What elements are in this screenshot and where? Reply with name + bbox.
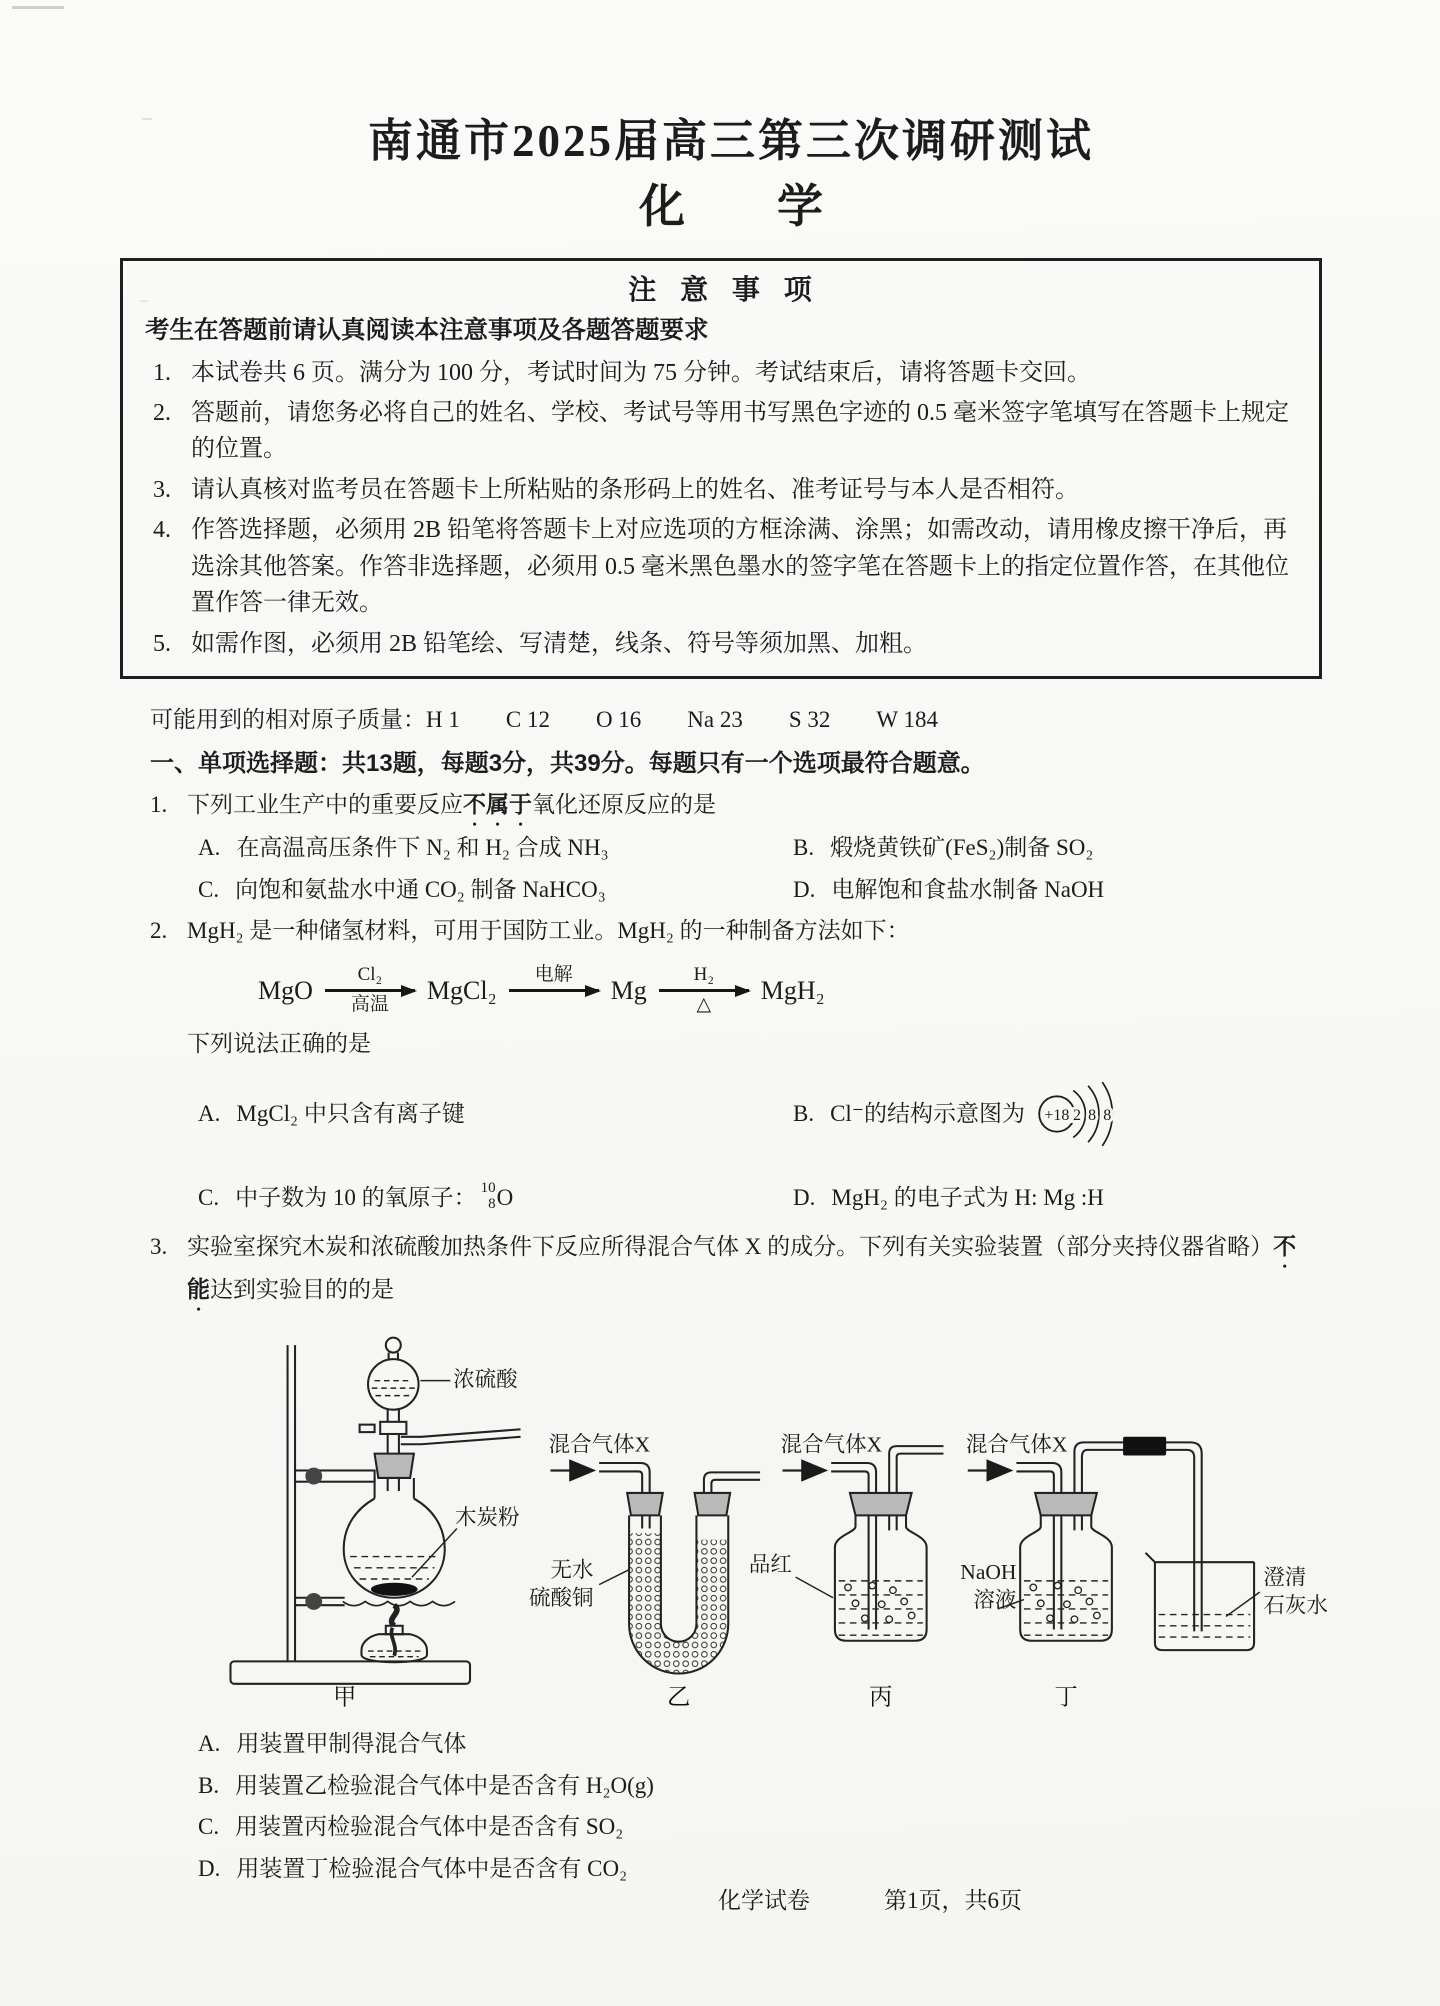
arrow-line: [659, 989, 749, 992]
footer-page-number: 第1页，共6页: [884, 1888, 1022, 1913]
atom-structure-diagram: [1035, 1081, 1161, 1147]
subject-title: 化 学: [639, 180, 823, 232]
option-text: MgCl₂ 中只含有离子键: [236, 1101, 465, 1127]
question-2-prompt: [150, 1027, 1312, 1062]
option-text: 电解饱和食盐水制备 NaOH: [831, 877, 1105, 903]
label-mixed-gas-x: 混合气体X: [548, 1432, 651, 1457]
option-text: 用装置甲制得混合气体: [236, 1731, 467, 1757]
apparatus-figure: [176, 1332, 1328, 1721]
atomic-number: 8: [488, 1195, 496, 1212]
label-mixed-gas-x: 混合气体X: [965, 1432, 1068, 1457]
notice-list: [145, 355, 1295, 663]
option-text: 用装置丁检验混合气体中是否含有 CO₂: [236, 1855, 628, 1881]
arrow-line: [325, 989, 415, 992]
caption-ding: 丁: [1054, 1684, 1078, 1710]
notice-item-1: [145, 355, 1295, 391]
notice-item-4: [145, 512, 1295, 621]
notice-item-text: 本试卷共 6 页。满分为 100 分，考试时间为 75 分钟。考试结束后，请将答题卡交回。: [191, 359, 1091, 386]
shell-electrons-2: 8: [1088, 1107, 1097, 1125]
option-text: 向饱和氨盐水中通 CO₂ 制备 NaHCO₃: [235, 877, 606, 903]
stem-text: 下列工业生产中的重要反应: [187, 791, 463, 817]
option-a: [198, 1097, 793, 1132]
notice-intro: 考生在答题前请认真阅读本注意事项及各题答题要求: [145, 317, 709, 345]
arrow-condition-above: 电解: [534, 964, 573, 986]
option-label: D.: [793, 1185, 816, 1211]
notice-item-text: 请认真核对监考员在答题卡上所粘贴的条形码上的姓名、准考证号与本人是否相符。: [191, 476, 1079, 503]
page-title: 南通市2025届高三第三次调研测试: [367, 116, 1094, 166]
option-a: [198, 1727, 1312, 1762]
option-label: C.: [198, 877, 220, 903]
reaction-scheme: [258, 964, 1312, 1017]
arrow-condition-above: H₂: [693, 964, 714, 986]
question-1-stem: [150, 788, 1312, 831]
question-2-options: [198, 1081, 1312, 1216]
question-3-stem: [150, 1230, 1312, 1316]
label-naoh-line2: 溶液: [973, 1587, 1017, 1612]
stem-text: MgH₂ 是一种储氢材料，可用于国防工业。MgH₂ 的一种制备方法如下：: [187, 917, 910, 943]
stem-text: 下列说法正确的是: [187, 1030, 371, 1056]
notice-item-2: [145, 395, 1295, 468]
notice-header: 注意事项: [628, 274, 836, 306]
question-3: [150, 1230, 1328, 1887]
question-2: [150, 914, 1312, 1216]
question-number: 1.: [150, 791, 168, 817]
arrow-condition-below: 高温: [350, 993, 389, 1015]
reaction-arrow-2: [509, 964, 599, 1017]
option-text: Cl⁻的结构示意图为: [830, 1101, 1025, 1127]
option-c: [198, 1181, 793, 1216]
option-label: B.: [793, 1101, 815, 1127]
option-text: 中子数为 10 的氧原子：: [235, 1185, 477, 1211]
isotope-notation: [481, 1181, 514, 1216]
option-b: [793, 831, 1312, 866]
element-symbol: O: [496, 1185, 514, 1211]
nucleus-charge: +18: [1044, 1107, 1070, 1125]
option-a: [198, 831, 793, 866]
stem-emphasis: 不能: [187, 1233, 1297, 1302]
question-number: 2.: [150, 917, 168, 943]
relative-atomic-masses: 可能用到的相对原子质量：H 1 C 12 O 16 Na 23 S 32 W 184: [150, 707, 938, 733]
label-anhydrous-line1: 无水: [550, 1557, 594, 1582]
notice-item-text: 作答选择题，必须用 2B 铅笔将答题卡上对应选项的方框涂满、涂黑；如需改动，请用橡皮擦干净后，再选涂其他答案。作答非选择题，必须用 0.5 毫米黑色墨水的签字笔在答题卡上的指定位置作答，在其他位置作答一律无效。: [191, 517, 1289, 617]
option-label: C.: [198, 1814, 220, 1840]
notice-item-text: 答题前，请您务必将自己的姓名、学校、考试号等用书写黑色字迹的 0.5 毫米签字笔填写在答题卡上规定的位置。: [191, 400, 1289, 463]
question-1: [150, 788, 1312, 908]
scan-artifact: [140, 300, 148, 302]
caption-bing: 丙: [869, 1684, 893, 1710]
scheme-product: MgH₂: [760, 976, 825, 1006]
stem-emphasis: 不属于: [463, 791, 532, 817]
label-limewater-line2: 石灰水: [1263, 1593, 1328, 1618]
shell-electrons-3: 8: [1103, 1107, 1112, 1125]
notice-item-5: [145, 626, 1295, 662]
stem-text: 氧化还原反应的是: [532, 791, 716, 817]
notice-item-text: 如需作图，必须用 2B 铅笔绘、写清楚，线条、符号等须加黑、加粗。: [191, 630, 928, 657]
question-1-options: [198, 831, 1312, 908]
scheme-intermediate: MgCl₂: [426, 976, 497, 1006]
option-b: [198, 1769, 1312, 1804]
shell-electrons-1: 2: [1072, 1107, 1081, 1125]
label-anhydrous-line2: 硫酸铜: [529, 1585, 594, 1610]
option-b: [793, 1081, 1312, 1147]
arrow-line: [509, 989, 599, 992]
option-text: 煅烧黄铁矿(FeS₂)制备 SO₂: [830, 834, 1094, 860]
reaction-arrow-3: [659, 964, 749, 1017]
scheme-reactant: MgO: [258, 976, 313, 1006]
scan-artifact: [12, 6, 64, 9]
label-mixed-gas-x: 混合气体X: [780, 1432, 883, 1457]
option-text: 用装置丙检验混合气体中是否含有 SO₂: [235, 1814, 624, 1840]
page-footer: [718, 1884, 1022, 1919]
mass-number: 10: [480, 1179, 496, 1196]
option-text: 用装置乙检验混合气体中是否含有 H₂O(g): [235, 1772, 654, 1798]
question-2-stem: [150, 914, 1312, 949]
reaction-arrow-1: [325, 964, 415, 1017]
option-label: A.: [198, 834, 221, 860]
option-c: [198, 1810, 1312, 1845]
caption-yi: 乙: [666, 1684, 691, 1710]
apparatus-bing: [783, 1446, 944, 1641]
option-label: D.: [198, 1855, 221, 1881]
scheme-intermediate: Mg: [610, 976, 647, 1006]
option-text: 在高温高压条件下 N₂ 和 H₂ 合成 NH₃: [236, 834, 609, 860]
option-c: [198, 873, 793, 908]
option-label: B.: [793, 834, 815, 860]
section-1-header: 一、单项选择题：共13题，每题3分，共39分。每题只有一个选项最符合题意。: [150, 749, 985, 777]
question-3-options: [198, 1727, 1312, 1886]
label-concentrated-sulfuric-acid: 浓硫酸: [453, 1367, 518, 1392]
option-d: [198, 1852, 1312, 1887]
arrow-condition-below: △: [696, 993, 712, 1015]
label-naoh-line1: NaOH: [960, 1559, 1017, 1584]
option-d: [793, 1181, 1312, 1216]
option-label: C.: [198, 1185, 220, 1211]
label-fuchsin: 品红: [748, 1552, 792, 1577]
notice-item-3: [145, 472, 1295, 508]
apparatus-diagram: [176, 1332, 1346, 1710]
stem-text: 达到实验目的的是: [210, 1276, 394, 1302]
label-charcoal-powder: 木炭粉: [455, 1505, 520, 1530]
option-label: B.: [198, 1772, 220, 1798]
question-number: 3.: [150, 1233, 168, 1259]
option-label: A.: [198, 1101, 221, 1127]
footer-doc-name: 化学试卷: [718, 1888, 810, 1913]
option-label: D.: [793, 877, 816, 903]
label-limewater-line1: 澄清: [1263, 1565, 1307, 1590]
caption-jia: 甲: [332, 1684, 357, 1710]
scan-artifact: [142, 118, 152, 120]
option-label: A.: [198, 1731, 221, 1757]
arrow-condition-above: Cl₂: [357, 964, 383, 986]
apparatus-ding: [968, 1437, 1260, 1650]
option-text: MgH₂ 的电子式为 H: Mg :H: [831, 1185, 1104, 1211]
notice-box: [120, 258, 1322, 679]
option-d: [793, 873, 1312, 908]
stem-text: 实验室探究木炭和浓硫酸加热条件下反应所得混合气体 X 的成分。下列有关实验装置（部分夹持仪器省略）: [187, 1233, 1274, 1259]
